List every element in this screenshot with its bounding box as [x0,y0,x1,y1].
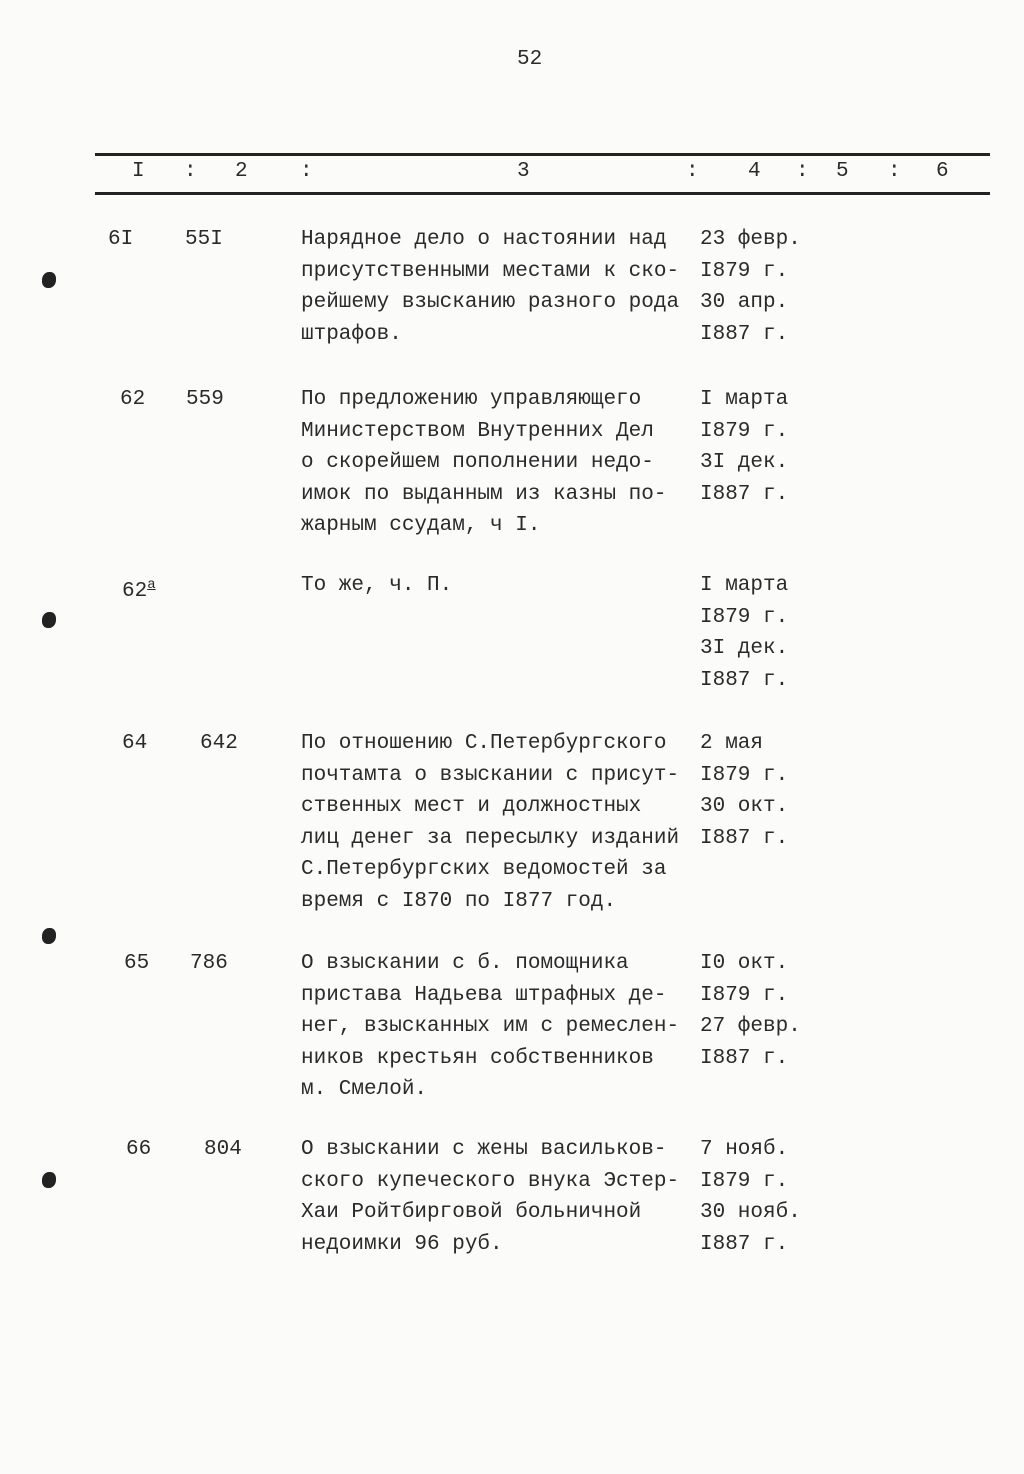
description-line: присутственными местами к ско- [301,259,680,283]
date-line: 23 февр. [700,228,801,251]
description-line: штрафов. [301,322,402,346]
punch-hole [42,272,56,288]
description-line: пристава Надьева штрафных де- [301,983,667,1007]
entry-number [122,570,156,608]
entry-description [301,224,679,350]
description-line: время с I870 по I877 год. [301,889,617,913]
entry-description [301,948,679,1106]
entry-dates [700,1134,801,1260]
description-line: нег, взысканных им с ремеслен- [301,1015,680,1038]
entry-description [301,384,666,542]
date-line: I879 г. [700,763,789,787]
punch-hole [42,612,56,628]
entry-description [301,570,452,602]
entry-reference: 55I [185,228,223,251]
entry-number-text: 64 [122,732,148,755]
date-line: I0 окт. [700,952,789,975]
date-line: I марта [700,388,789,411]
date-line: 3I дек. [700,637,789,660]
description-line: Хаи Ройтбирговой больничной [301,1201,642,1224]
date-line: I879 г. [700,419,789,443]
date-line: I879 г. [700,1169,789,1193]
punch-hole [42,1172,56,1188]
description-line: То же, ч. П. [301,574,453,597]
col-sep: : [184,160,197,183]
entry-dates [700,570,788,696]
entry-number-text: 6I [108,228,134,251]
description-line: По отношению С.Петербургского [301,732,667,755]
col-header-4: 4 [748,160,761,183]
date-line: 30 нояб. [700,1201,801,1224]
date-line: I879 г. [700,605,789,629]
punch-hole [42,928,56,944]
date-line: I887 г. [700,668,789,692]
col-header-1: I [132,160,145,183]
description-line: почтамта о взыскании с присут- [301,763,680,787]
entry-dates [700,728,788,854]
date-line: 30 окт. [700,795,789,818]
description-line: По предложению управляющего [301,388,642,411]
entry-number-text: 62 [120,388,146,411]
description-line: ского купеческого внука Эстер- [301,1169,680,1193]
entry-dates [700,948,801,1074]
date-line: I887 г. [700,322,789,346]
entry-number-text: 62 [122,580,148,603]
date-line: I887 г. [700,1046,789,1070]
col-sep: : [300,160,313,183]
entry-number-text: 65 [124,952,150,975]
date-line: I марта [700,574,789,597]
entry-reference: 804 [204,1138,242,1161]
entry-reference: 559 [186,388,224,411]
date-line: I887 г. [700,826,789,850]
description-line: недоимки 96 руб. [301,1232,503,1256]
entry-dates [700,384,788,510]
entry-dates [700,224,801,350]
header-bottom-rule [95,192,990,195]
col-sep: : [796,160,809,183]
date-line: 30 апр. [700,291,789,314]
description-line: м. Смелой. [301,1078,428,1101]
entry-number-suffix: а [147,577,156,593]
entry-reference: 642 [200,732,238,755]
col-sep: : [686,160,699,183]
date-line: I879 г. [700,259,789,283]
col-header-2: 2 [235,160,248,183]
description-line: ников крестьян собственников [301,1046,654,1070]
entry-number [122,728,147,760]
description-line: С.Петербургских ведомостей за [301,858,667,881]
description-line: Министерством Внутренних Дел [301,419,654,443]
description-line: О взыскании с б. помощника [301,952,629,975]
entry-description [301,728,679,917]
col-header-3: 3 [517,160,530,183]
date-line: I879 г. [700,983,789,1007]
entry-number [126,1134,151,1166]
description-line: ственных мест и должностных [301,795,642,818]
date-line: 7 нояб. [700,1138,789,1161]
entry-reference: 786 [190,952,228,975]
header-top-rule [95,153,990,156]
entry-description [301,1134,679,1260]
col-header-5: 5 [836,160,849,183]
description-line: лиц денег за пересылку изданий [301,826,680,850]
description-line: имок по выданным из казны по- [301,482,667,506]
entry-number-text: 66 [126,1138,152,1161]
col-header-6: 6 [936,160,949,183]
description-line: жарным ссудам, ч I. [301,514,541,537]
date-line: 2 мая [700,732,764,755]
col-sep: : [888,160,901,183]
entry-number [108,224,133,256]
date-line: I887 г. [700,482,789,506]
date-line: I887 г. [700,1232,789,1256]
date-line: 27 февр. [700,1015,801,1038]
description-line: О взыскании с жены васильков- [301,1138,667,1161]
entry-number [124,948,149,980]
page-number: 52 [517,48,543,71]
date-line: 3I дек. [700,451,789,474]
description-line: рейшему взысканию разного рода [301,291,680,314]
entry-number [120,384,145,416]
description-line: о скорейшем пополнении недо- [301,451,654,474]
description-line: Нарядное дело о настоянии над [301,228,667,251]
